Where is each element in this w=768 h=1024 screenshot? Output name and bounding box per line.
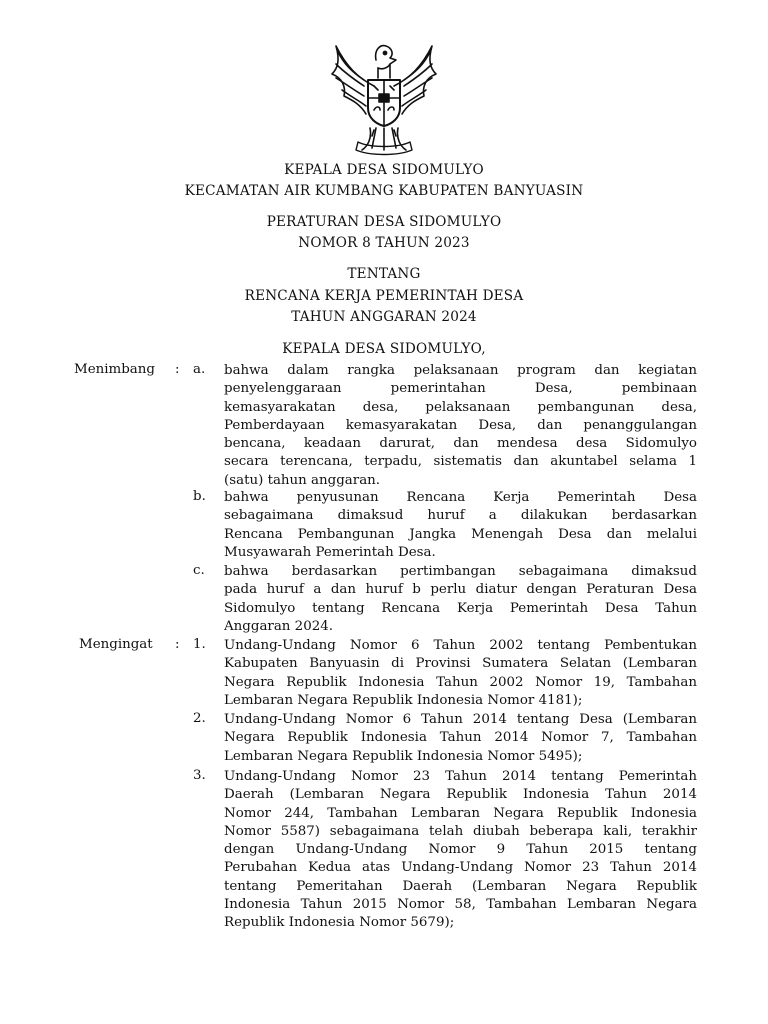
text-line: pada huruf a dan huruf b perlu diatur dengan Peraturan Desa (224, 582, 697, 598)
mengingat-item-3 (224, 768, 697, 933)
regulation-year: TAHUN ANGGARAN 2024 (291, 309, 477, 325)
regulation-subject: RENCANA KERJA PEMERINTAH DESA (244, 288, 524, 304)
text-line: secara terencana, terpadu, sistematis dan akuntabel selama 1 (224, 454, 697, 470)
regulation-title: PERATURAN DESA SIDOMULYO (266, 214, 502, 230)
text-line: Pemberdayaan kemasyarakatan Desa, dan penanggulangan (224, 417, 697, 433)
item-marker: 2. (193, 711, 206, 726)
text-line: Republik Indonesia Nomor 5679); (224, 915, 455, 931)
text-line: tentang Pemeritahan Daerah (Lembaran Negara Republik (224, 878, 697, 894)
text-line: kemasyarakatan desa, pelaksanaan pembangunan desa, (224, 399, 697, 415)
menimbang-item-c (224, 563, 697, 636)
text-line: dengan Undang-Undang Nomor 9 Tahun 2015 tentang (224, 842, 697, 858)
text-line: Perubahan Kedua atas Undang-Undang Nomor 23 Tahun 2014 (224, 860, 697, 876)
text-line: Anggaran 2024. (224, 618, 334, 634)
text-line: Lembaran Negara Republik Indonesia Nomor 4181); (224, 692, 583, 708)
text-line: bahwa dalam rangka pelaksanaan program dan kegiatan (224, 363, 697, 378)
mengingat-item-2 (224, 711, 697, 766)
text-line: Sidomulyo tentang Rencana Kerja Pemerintah Desa Tahun (224, 600, 697, 616)
garuda-emblem-icon (328, 38, 440, 156)
issuer-subtitle: KECAMATAN AIR KUMBANG KABUPATEN BANYUASIN (184, 183, 584, 199)
item-marker: b. (193, 489, 206, 504)
text-line: bahwa berdasarkan pertimbangan sebagaimana dimaksud (224, 564, 697, 579)
text-line: Nomor 5587) sebagaimana telah diubah beberapa kali, terakhir (224, 823, 697, 839)
text-line: bencana, keadaan darurat, dan mendesa desa Sidomulyo (224, 436, 697, 452)
text-line: Kabupaten Banyuasin di Provinsi Sumatera Selatan (Lembaran (224, 656, 697, 672)
mengingat-label: Mengingat (79, 637, 153, 652)
text-line: Undang-Undang Nomor 6 Tahun 2014 tentang Desa (Lembaran (224, 712, 697, 727)
item-marker: 3. (193, 768, 206, 783)
mengingat-item-1 (224, 637, 697, 710)
item-marker: a. (193, 362, 206, 377)
text-line: Undang-Undang Nomor 23 Tahun 2014 tentang Pemerintah (224, 769, 697, 784)
menimbang-label: Menimbang (74, 362, 155, 377)
text-line: (satu) tahun anggaran. (224, 472, 381, 488)
text-line: bahwa penyusunan Rencana Kerja Pemerintah Desa (224, 490, 697, 505)
text-line: Daerah (Lembaran Negara Republik Indonesia Tahun 2014 (224, 787, 697, 803)
text-line: Undang-Undang Nomor 6 Tahun 2002 tentang Pembentukan (224, 638, 697, 653)
text-line: Nomor 244, Tambahan Lembaran Negara Republik Indonesia (224, 805, 697, 821)
menimbang-colon: : (175, 362, 180, 377)
item-marker: 1. (193, 637, 206, 652)
text-line: Rencana Pembangunan Jangka Menengah Desa dan melalui (224, 526, 697, 542)
menimbang-item-b (224, 489, 697, 562)
menimbang-item-a (224, 362, 697, 490)
text-line: Musyawarah Pemerintah Desa. (224, 544, 436, 560)
text-line: penyelenggaraan pemerintahan Desa, pembinaan (224, 381, 697, 397)
about-label: TENTANG (347, 266, 421, 282)
issuer-title: KEPALA DESA SIDOMULYO (284, 162, 484, 178)
text-line: Negara Republik Indonesia Tahun 2002 Nomor 19, Tambahan (224, 674, 697, 690)
item-marker: c. (193, 563, 205, 578)
mengingat-colon: : (175, 637, 180, 652)
enacting-authority: KEPALA DESA SIDOMULYO, (282, 341, 486, 357)
text-line: Indonesia Tahun 2015 Nomor 58, Tambahan Lembaran Negara (224, 897, 697, 913)
text-line: sebagaimana dimaksud huruf a dilakukan berdasarkan (224, 508, 697, 524)
regulation-number: NOMOR 8 TAHUN 2023 (298, 235, 470, 251)
text-line: Lembaran Negara Republik Indonesia Nomor 5495); (224, 748, 583, 764)
text-line: Negara Republik Indonesia Tahun 2014 Nomor 7, Tambahan (224, 730, 697, 746)
